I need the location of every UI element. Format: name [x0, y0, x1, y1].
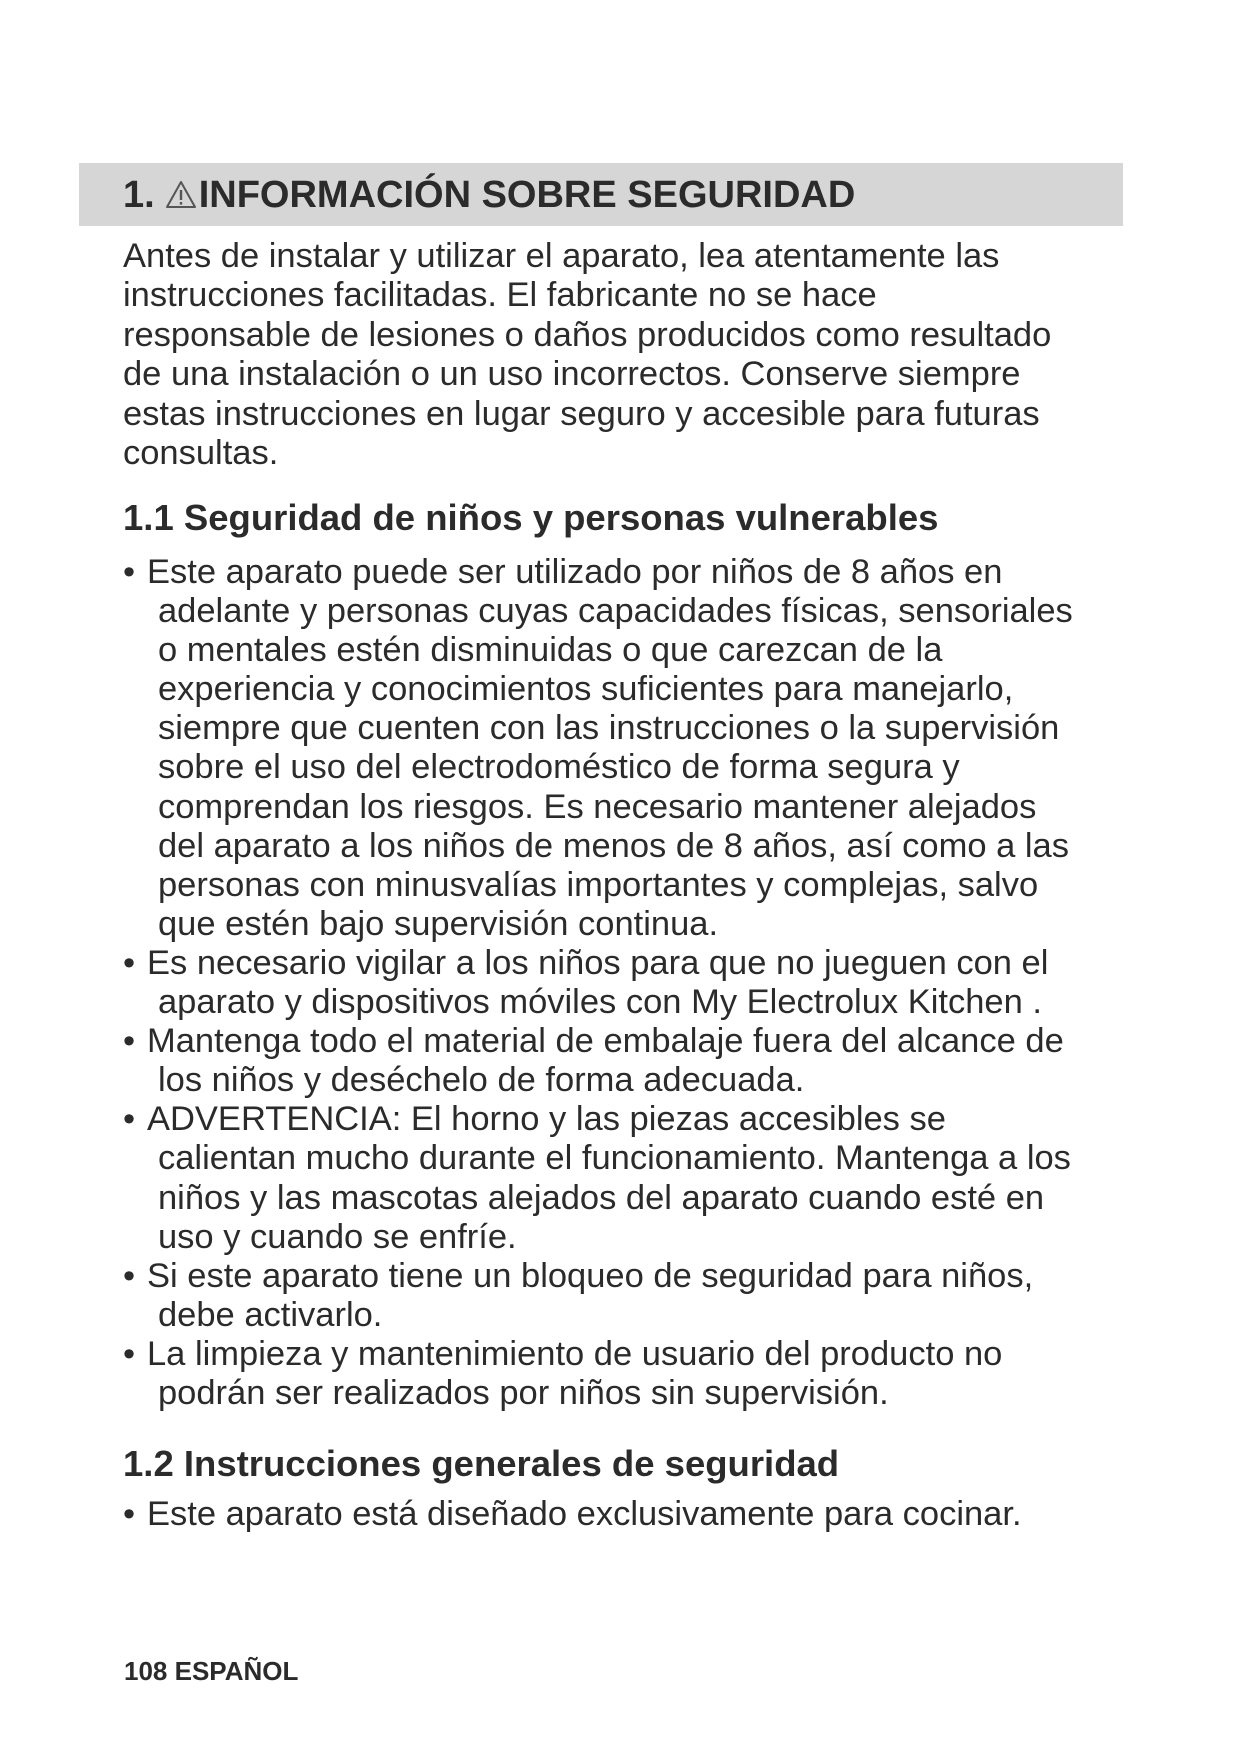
bullet-line: podrán ser realizados por niños sin supervisión. — [158, 1373, 889, 1412]
bullet-mark: • — [123, 1334, 136, 1373]
section-number: 1. — [123, 174, 155, 216]
bullet-line: aparato y dispositivos móviles con My Electrolux Kitchen . — [158, 983, 1042, 1022]
bullet-item — [123, 1495, 1133, 1534]
intro-line: consultas. — [123, 434, 279, 473]
bullet-item — [123, 1100, 1133, 1256]
bullet-item — [123, 1022, 1133, 1100]
bullet-line: siempre que cuenten con las instrucciones o la supervisión — [158, 709, 1060, 748]
bullet-item — [123, 1257, 1133, 1335]
bullet-mark: • — [123, 1022, 136, 1061]
bullet-mark: • — [123, 1495, 136, 1533]
subsection-1-bullet-list — [123, 553, 1133, 1413]
bullet-line: • Si este aparato tiene un bloqueo de seguridad para niños, — [123, 1256, 1034, 1295]
bullet-line: experiencia y conocimientos suficientes para manejarlo, — [158, 670, 1014, 709]
bullet-line: uso y cuando se enfríe. — [158, 1217, 517, 1256]
bullet-line: sobre el uso del electrodoméstico de forma segura y — [158, 748, 960, 787]
page-footer: 108 ESPAÑOL — [124, 1656, 299, 1686]
subsection-2-bullet-list — [123, 1495, 1133, 1534]
bullet-line: o mentales estén disminuidas o que carezcan de la — [158, 631, 943, 670]
bullet-mark: • — [123, 943, 136, 982]
bullet-line: • Este aparato puede ser utilizado por niños de 8 años en — [123, 553, 1003, 591]
bullet-mark: • — [123, 1100, 136, 1139]
section-title — [123, 171, 855, 219]
bullet-line: • Mantenga todo el material de embalaje fuera del alcance de — [123, 1022, 1064, 1061]
bullet-item — [123, 1335, 1133, 1413]
bullet-line: del aparato a los niños de menos de 8 años, así como a las — [158, 826, 1069, 865]
bullet-line: • Es necesario vigilar a los niños para que no jueguen con el — [123, 943, 1049, 982]
bullet-line: los niños y deséchelo de forma adecuada. — [158, 1061, 805, 1100]
bullet-mark: • — [123, 553, 136, 591]
bullet-item — [123, 553, 1133, 944]
bullet-line: niños y las mascotas alejados del aparato cuando esté en — [158, 1178, 1045, 1217]
section-title-text: INFORMACIÓN SOBRE SEGURIDAD — [198, 174, 856, 216]
warning-triangle-icon — [165, 174, 197, 204]
intro-line: de una instalación o un uso incorrectos. Conserve siempre — [123, 355, 1021, 394]
bullet-line: que estén bajo supervisión continua. — [158, 904, 719, 943]
bullet-line: • ADVERTENCIA: El horno y las piezas accesibles se — [123, 1100, 946, 1139]
intro-line: estas instrucciones en lugar seguro y accesible para futuras — [123, 394, 1040, 433]
bullet-line: personas con minusvalías importantes y complejas, salvo — [158, 865, 1039, 904]
intro-line: Antes de instalar y utilizar el aparato, lea atentamente las — [123, 237, 1000, 275]
intro-line: instrucciones facilitadas. El fabricante no se hace — [123, 276, 877, 315]
bullet-line: debe activarlo. — [158, 1295, 383, 1334]
bullet-line: • Este aparato está diseñado exclusivamente para cocinar. — [123, 1495, 1022, 1533]
bullet-line: calientan mucho durante el funcionamiento. Mantenga a los — [158, 1139, 1071, 1178]
bullet-item — [123, 944, 1133, 1022]
bullet-mark: • — [123, 1256, 136, 1295]
bullet-line: adelante y personas cuyas capacidades físicas, sensoriales — [158, 592, 1073, 631]
intro-line: responsable de lesiones o daños producidos como resultado — [123, 315, 1052, 354]
bullet-line: comprendan los riesgos. Es necesario mantener alejados — [158, 787, 1037, 826]
bullet-line: • La limpieza y mantenimiento de usuario del producto no — [123, 1334, 1003, 1373]
intro-paragraph — [123, 237, 1133, 473]
subsection-2-heading: 1.2 Instrucciones generales de seguridad — [123, 1443, 840, 1484]
subsection-1-heading: 1.1 Seguridad de niños y personas vulnerables — [123, 497, 939, 538]
